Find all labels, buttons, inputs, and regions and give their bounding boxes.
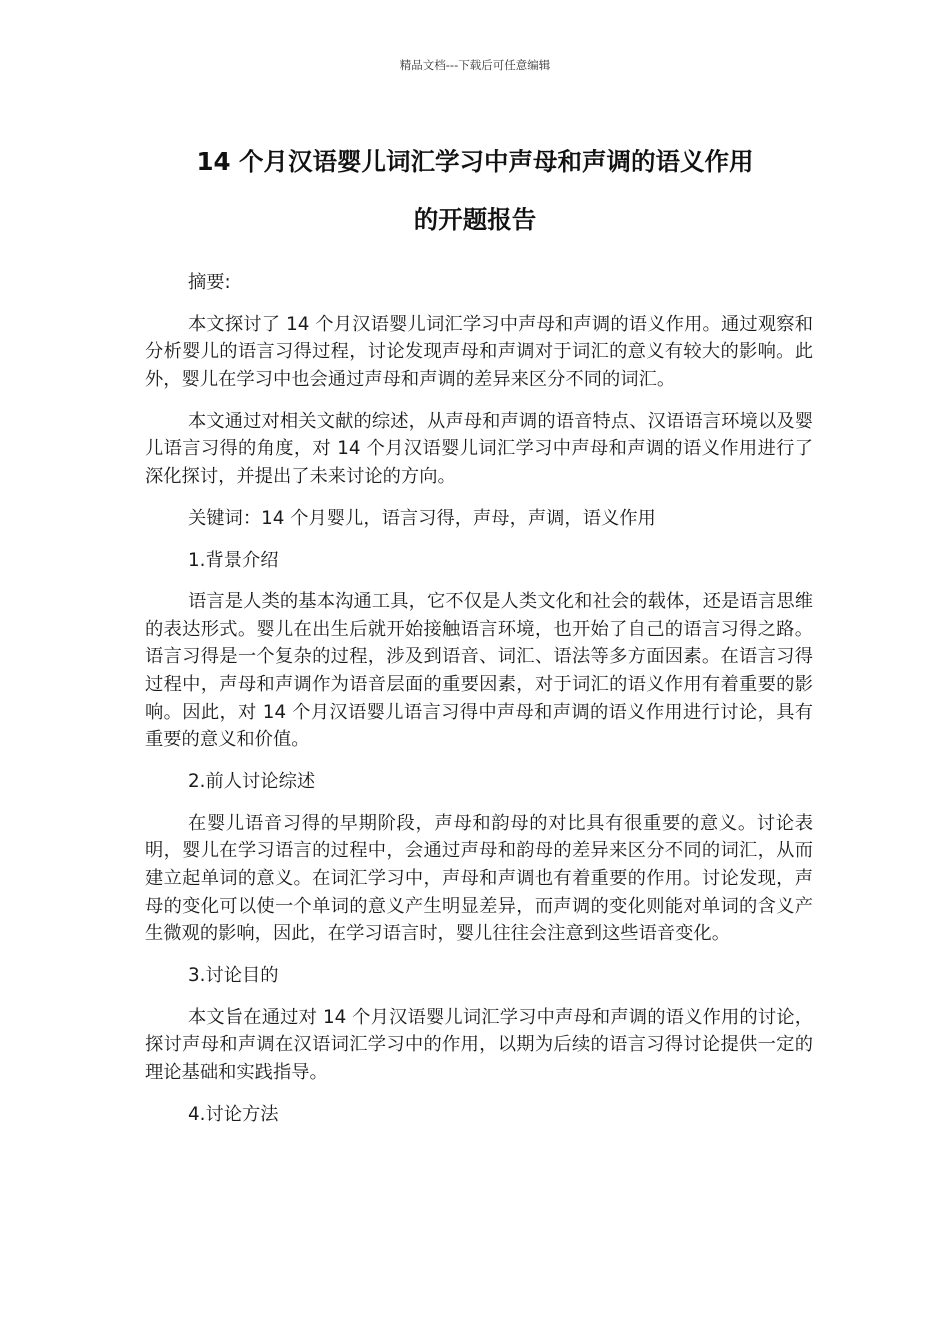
title-line-2: 的开题报告: [413, 205, 537, 234]
literature-paragraph: 在婴儿语音习得的早期阶段，声母和韵母的对比具有很重要的意义。讨论表明，婴儿在学习语言的过程中，会通过声母和韵母的差异来区分不同的词汇，从而建立起单词的意义。在词汇学习中，声母和声调也有着重要的作用。讨论发现，声母的变化可以使一个单词的意义产生明显差异，而声调的变化则能对单词的含义产生微观的影响，因此，在学习语言时，婴儿往往会注意到这些语音变化。: [145, 812, 813, 945]
document-title: [140, 133, 810, 249]
abstract-paragraph-1: 本文探讨了 14 个月汉语婴儿词汇学习中声母和声调的语义作用。通过观察和分析婴儿的语言习得过程，讨论发现声母和声调对于词汇的意义有较大的影响。此外，婴儿在学习中也会通过声母和声调的差异来区分不同的词汇。: [145, 313, 813, 390]
document-body: [145, 269, 813, 1143]
section-heading-background: 1.背景介绍: [188, 549, 279, 571]
abstract-heading: 摘要:: [188, 272, 231, 293]
section-heading-purpose: 3.讨论目的: [188, 964, 279, 986]
header-note: 精品文档---下载后可任意编辑: [399, 58, 551, 72]
title-line-1: 14 个月汉语婴儿词汇学习中声母和声调的语义作用: [196, 147, 754, 176]
keywords: 关键词：14 个月婴儿，语言习得，声母，声调，语义作用: [188, 507, 656, 529]
abstract-paragraph-2: 本文通过对相关文献的综述，从声母和声调的语音特点、汉语语言环境以及婴儿语言习得的角度，对 14 个月汉语婴儿词汇学习中声母和声调的语义作用进行了深化探讨，并提出了未来讨论的方向。: [145, 410, 813, 487]
background-paragraph: 语言是人类的基本沟通工具，它不仅是人类文化和社会的载体，还是语言思维的表达形式。婴儿在出生后就开始接触语言环境，也开始了自己的语言习得之路。语言习得是一个复杂的过程，涉及到语音、词汇、语法等多方面因素。在语言习得过程中，声母和声调作为语音层面的重要因素，对于词汇的语义作用有着重要的影响。因此，对 14 个月汉语婴儿语言习得中声母和声调的语义作用进行讨论，具有重要的意义和价值。: [145, 591, 813, 751]
purpose-paragraph: 本文旨在通过对 14 个月汉语婴儿词汇学习中声母和声调的语义作用的讨论，探讨声母和声调在汉语词汇学习中的作用，以期为后续的语言习得讨论提供一定的理论基础和实践指导。: [145, 1006, 813, 1083]
section-heading-method: 4.讨论方法: [188, 1103, 279, 1125]
section-heading-literature: 2.前人讨论综述: [188, 771, 316, 793]
